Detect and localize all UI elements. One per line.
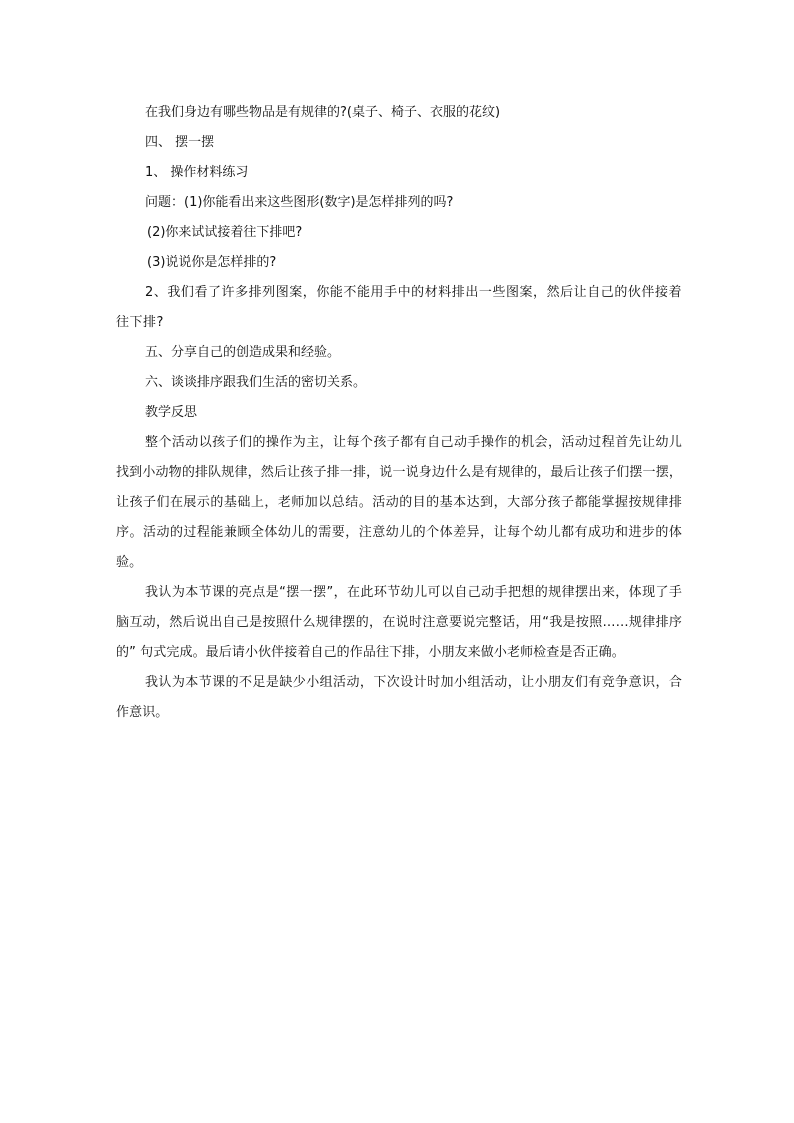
reflection-heading: 教学反思	[145, 405, 198, 420]
section-5-heading: 五、分享自己的创造成果和经验。	[145, 345, 341, 360]
question-2-line: (2)你来试试接着往下排吧?	[147, 225, 303, 240]
section-4-heading: 四、 摆一摆	[145, 135, 215, 150]
question-1-line: 问题：(1)你能看出来这些图形(数字)是怎样排列的吗?	[145, 195, 454, 210]
items-question-line: 在我们身边有哪些物品是有规律的?(桌子、椅子、衣服的花纹)	[145, 105, 501, 120]
reflection-paragraph-2: 我认为本节课的亮点是“摆一摆”，在此环节幼儿可以自己动手把想的规律摆出来，体现了手脑互动，然后说出自己是按照什么规律摆的，在说时注意要说完整话，用“我是按照……规律排序的” 句式完成。最后请小伙伴接着自己的作品往下排，小朋友来做小老师检查是否正确。	[116, 585, 682, 660]
reflection-paragraph-1: 整个活动以孩子们的操作为主，让每个孩子都有自己动手操作的机会，活动过程首先让幼儿找到小动物的排队规律，然后让孩子排一排，说一说身边什么是有规律的，最后让孩子们摆一摆，让孩子们在展示的基础上，老师加以总结。活动的目的基本达到，大部分孩子都能掌握按规律排序。活动的过程能兼顾全体幼儿的需要，注意幼儿的个体差异，让每个幼儿都有成功和进步的体验。	[116, 435, 682, 570]
document-body	[116, 98, 682, 728]
reflection-paragraph-3: 我认为本节课的不足是缺少小组活动，下次设计时加小组活动，让小朋友们有竞争意识，合作意识。	[116, 675, 682, 720]
question-3-line: (3)说说你是怎样排的?	[147, 255, 277, 270]
section-6-heading: 六、谈谈排序跟我们生活的密切关系。	[145, 375, 367, 390]
item-1-line: 1、 操作材料练习	[145, 165, 249, 180]
item-2-paragraph: 2、我们看了许多排列图案，你能不能用手中的材料排出一些图案，然后让自己的伙伴接着往下排?	[116, 285, 682, 330]
